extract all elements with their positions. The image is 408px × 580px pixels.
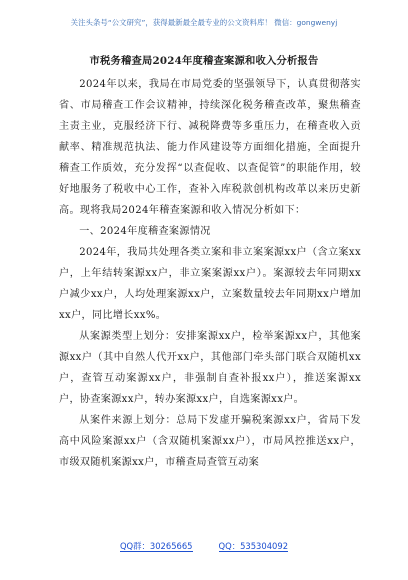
section-heading: 一、2024年度稽查案源情况 xyxy=(79,226,211,237)
document-title: 市税务稽查局2024年度稽查案源和收入分析报告 xyxy=(89,55,319,67)
footer-qq-group: QQ群：30265665 xyxy=(119,541,193,551)
paragraph-case-types: 从案源类型上划分：安排案源xx户，检举案源xx户，其他案源xx户（其中自然人代开xx户，其他部门牵头部门联合双随机xx户，查管互动案源xx户，非强制自查补报xx户），推送案源xx户，协查案源xx户，转办案源xx户，自选案源xx户。 xyxy=(59,331,361,405)
footer-contact xyxy=(0,541,408,552)
paragraph-intro: 2024年以来，我局在市局党委的坚强领导下，认真贯彻落实省、市局稽查工作会议精神，持续深化税务稽查改革，聚焦稽查主责主业，克服经济下行、减税降费等多重压力，在稽查收入贡献率、精准规范执法、能力作风建设等方面细化措施，全面提升稽查工作质效，充分发挥“以查促收、以查促管”的职能作用，较好地服务了税收中心工作，查补入库税款创机构改革以来历史新高。现将我局2024年稽查案源和收入情况分析如下： xyxy=(59,79,361,216)
footer-qq-number: QQ：535304092 xyxy=(218,541,289,551)
document-body xyxy=(59,74,361,473)
paragraph-case-overview: 2024年，我局共处理各类立案和非立案案源xx户（含立案xx户，上年结转案源xx户，非立案案源xx户）。案源较去年同期xx户减少xx户，人均处理案源xx户，立案数量较去年同期xx户增加xx户，同比增长xx%。 xyxy=(59,247,361,321)
paragraph-case-sources: 从案件来源上划分：总局下发虚开骗税案源xx户，省局下发高中风险案源xx户（含双随机案源xx户），市局风控推送xx户，市级双随机案源xx户，市稽查局查管互动案 xyxy=(59,415,361,468)
top-promo-banner: 关注头条号“公文研究”，获得最新最全最专业的公文资料库！ 微信：gongwenyj xyxy=(70,18,338,27)
